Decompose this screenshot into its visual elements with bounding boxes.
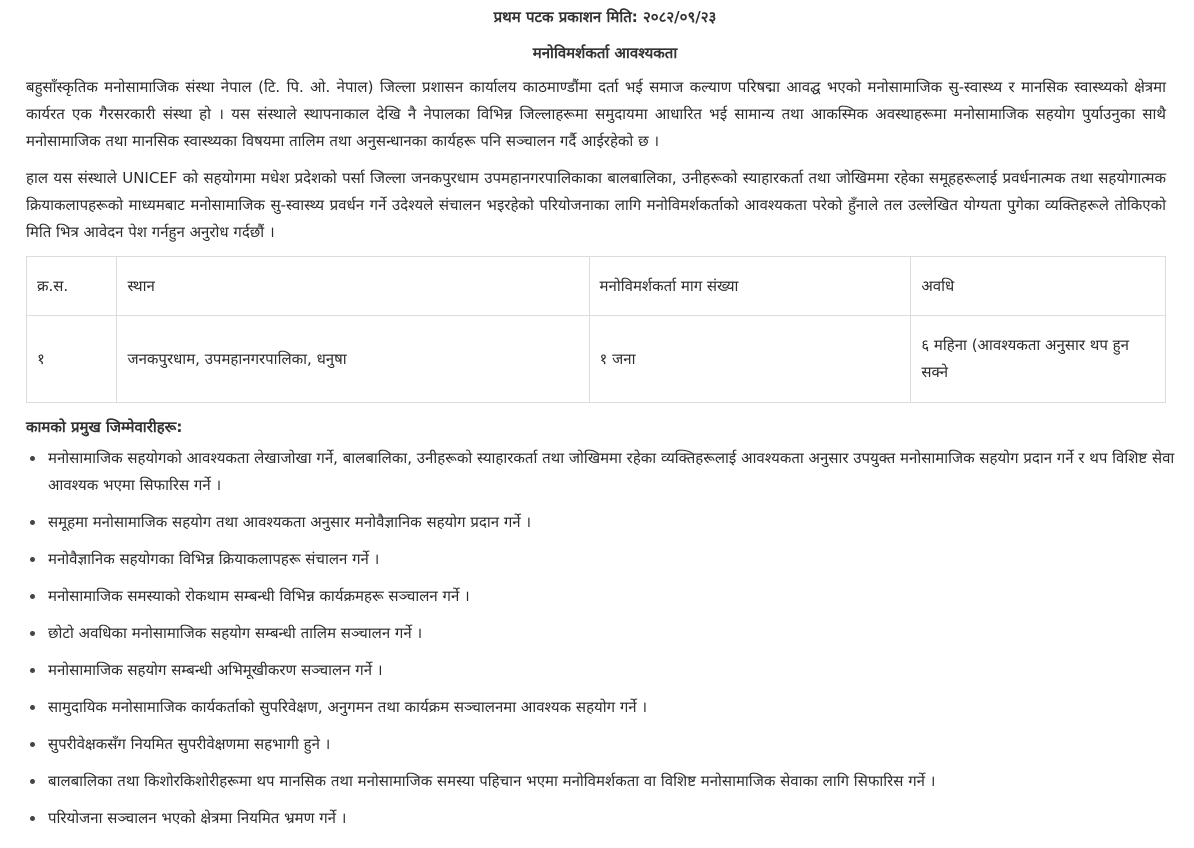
vacancy-table xyxy=(26,256,1166,403)
list-item: • सुपरीवेक्षकसँग नियमित सुपरीवेक्षणमा सहभागी हुने । xyxy=(46,731,1186,758)
table-row xyxy=(27,316,1166,403)
table-header-row xyxy=(27,257,1166,316)
list-item: • बालबालिका तथा किशोरकिशोरीहरूमा थप मानसिक तथा मनोसामाजिक समस्या पहिचान भएमा मनोविमर्शकता वा विशिष्ट मनोसामाजिक सेवाका लागि सिफारिस गर्ने । xyxy=(46,768,1186,795)
list-item: • छोटो अवधिका मनोसामाजिक सहयोग सम्बन्धी तालिम सञ्चालन गर्ने । xyxy=(46,620,1186,647)
notice-title: मनोविमर्शकर्ता आवश्यकता xyxy=(532,44,678,62)
list-item: • मनोसामाजिक सहयोग सम्बन्धी अभिमूखीकरण सञ्चालन गर्ने । xyxy=(46,657,1186,684)
list-item: • मनोवैज्ञानिक सहयोगका विभिन्न क्रियाकलापहरू संचालन गर्ने । xyxy=(46,546,1186,573)
list-item: • परियोजना सञ्चालन भएको क्षेत्रमा नियमित भ्रमण गर्ने । xyxy=(46,805,1186,832)
publication-date: प्रथम पटक प्रकाशन मिति: २०८२/०९/२३ xyxy=(493,8,717,26)
list-item: • मनोसामाजिक सहयोगको आवश्यकता लेखाजोखा गर्ने, बालबालिका, उनीहरूको स्याहारकर्ता तथा जोखिममा रहेका व्यक्तिहरूलाई आवश्यकता अनुसार उपयुक्त मनोसामाजिक सहयोग प्रदान गर्ने र थप विशिष्ट सेवा आवश्यक भएमा सिफारिस गर्ने । xyxy=(46,445,1186,499)
list-item: • समूहमा मनोसामाजिक सहयोग तथा आवश्यकता अनुसार मनोवैज्ञानिक सहयोग प्रदान गर्ने । xyxy=(46,509,1186,536)
list-item: • सामुदायिक मनोसामाजिक कार्यकर्ताको सुपरिवेक्षण, अनुगमन तथा कार्यक्रम सञ्चालनमा आवश्यक सहयोग गर्ने । xyxy=(46,694,1186,721)
cell-demand-count: १ जना xyxy=(589,316,911,403)
header-serial: क्र.स. xyxy=(27,257,117,316)
header-location: स्थान xyxy=(117,257,589,316)
duties-list xyxy=(26,445,1186,832)
header-demand-count: मनोविमर्शकर्ता माग संख्या xyxy=(589,257,911,316)
intro-paragraph: बहुसाँस्कृतिक मनोसामाजिक संस्था नेपाल (टि. पि. ओ. नेपाल) जिल्ला प्रशासन कार्यालय काठमाण्डौंमा दर्ता भई समाज कल्याण परिषद्मा आवद्घ भएको मनोसामाजिक सु-स्वास्थ्य र मानसिक स्वास्थ्यको क्षेत्रमा कार्यरत एक गैरसरकारी संस्था हो । यस संस्थाले स्थापनाकाल देखि नै नेपालका विभिन्न जिल्लाहरूमा समुदायमा आधारित भई सामान्य तथा आकस्मिक अवस्थाहरूमा मनोसामाजिक सहयोग पुर्याउनुका साथै मनोसामाजिक तथा मानसिक स्वास्थ्यका विषयमा तालिम तथा अनुसन्धानका कार्यहरू पनि सञ्चालन गर्दै आईरहेको छ । xyxy=(26,78,1166,150)
duties-title: कामको प्रमुख जिम्मेवारीहरू: xyxy=(26,418,183,436)
cell-location: जनकपुरधाम, उपमहानगरपालिका, धनुषा xyxy=(117,316,589,403)
cell-duration: ६ महिना (आवश्यकता अनुसार थप हुन सक्ने xyxy=(911,316,1166,403)
header-duration: अवधि xyxy=(911,257,1166,316)
list-item: • मनोसामाजिक समस्याको रोकथाम सम्बन्धी विभिन्न कार्यक्रमहरू सञ्चालन गर्ने । xyxy=(46,583,1186,610)
cell-serial: १ xyxy=(27,316,117,403)
project-paragraph: हाल यस संस्थाले UNICEF को सहयोगमा मधेश प्रदेशको पर्सा जिल्ला जनकपुरधाम उपमहानगरपालिकाका बालबालिका, उनीहरूको स्याहारकर्ता तथा जोखिममा रहेका समूहहरूलाई प्रवर्धनात्मक तथा सहयोगात्मक क्रियाकलापहरूको माध्यमबाट मनोसामाजिक सु-स्वास्थ्य प्रवर्धन गर्ने उदेश्यले संचालन भइरहेको परियोजनाका लागि मनोविमर्शकर्ताको आवश्यकता परेको हुँनाले तल उल्लेखित योग्यता पुगेका व्यक्तिहरूले तोकिएको मिति भित्र आवेदन पेश गर्नहुन अनुरोध गर्दछौं । xyxy=(26,169,1166,241)
